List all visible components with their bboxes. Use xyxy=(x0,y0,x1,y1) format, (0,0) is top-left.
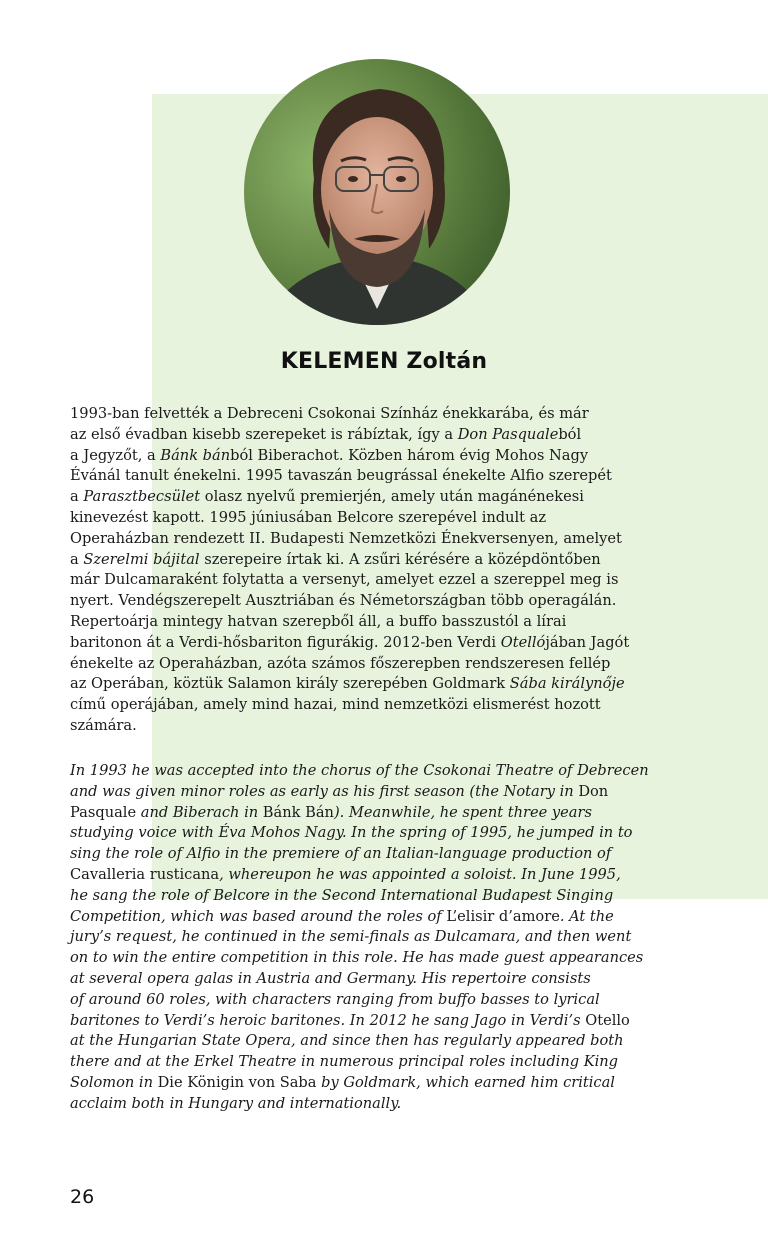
text-run: a xyxy=(70,550,84,568)
text-run: sing the role of Alfio in the premiere of an Italian-language production of xyxy=(70,845,612,863)
text-line xyxy=(70,570,670,591)
text-run: and Biberach in xyxy=(136,803,263,821)
text-line xyxy=(70,591,670,612)
text-line xyxy=(70,674,670,695)
text-run: című operájában, amely mind hazai, mind nemzetközi elismerést hozott xyxy=(70,696,601,714)
text-run: a xyxy=(70,488,84,506)
text-run: az Operában, köztük Salamon király szerepében Goldmark xyxy=(70,675,510,693)
text-run: jában Jagót xyxy=(545,633,630,651)
text-run: énekelte az Operaházban, azóta számos főszerepben rendszeresen fellép xyxy=(70,654,611,672)
portrait-photo xyxy=(244,59,510,325)
italic-title: Parasztbecsület xyxy=(83,488,201,506)
text-run: , whereupon he was appointed a soloist. In June 1995, xyxy=(219,865,621,883)
text-run: már Dulcamaraként folytatta a versenyt, amelyet ezzel a szereppel meg is xyxy=(70,571,619,589)
text-line xyxy=(70,1073,670,1094)
text-line xyxy=(70,990,670,1011)
text-line xyxy=(70,425,670,446)
text-run: baritones to Verdi’s heroic baritones. In 2012 he sang Jago in Verdi’s xyxy=(70,1011,586,1029)
text-line xyxy=(70,1031,670,1052)
text-run: In 1993 he was accepted into the chorus of the Csokonai Theatre of Debrecen xyxy=(70,762,649,779)
text-line xyxy=(70,803,670,824)
italic-title: Szerelmi bájital xyxy=(83,550,200,568)
text-line xyxy=(70,886,670,907)
text-line xyxy=(70,466,670,487)
text-line xyxy=(70,823,670,844)
upright-title: Die Königin von Saba xyxy=(157,1073,317,1091)
biography-english xyxy=(70,761,670,1115)
text-run: olasz nyelvű premierjén, amely után magánénekesi xyxy=(200,488,584,506)
text-run: a Jegyzőt, a xyxy=(70,446,161,464)
text-line xyxy=(70,1094,670,1115)
text-line xyxy=(70,404,670,425)
text-run: az első évadban kisebb szerepeket is rábíztak, így a xyxy=(70,425,458,443)
text-run: and was given minor roles as early as his first season (the Notary in xyxy=(70,782,579,800)
text-line xyxy=(70,550,670,571)
text-run: 1993-ban felvették a Debreceni Csokonai Színház énekkarába, és már xyxy=(70,405,589,422)
upright-title: Otello xyxy=(585,1011,630,1029)
italic-title: Otelló xyxy=(500,633,546,651)
text-run: kinevezést kapott. 1995 júniusában Belcore szerepével indult az xyxy=(70,508,547,526)
text-run: Évánál tanult énekelni. 1995 tavaszán beugrással énekelte Alfio szerepét xyxy=(70,467,612,485)
text-line xyxy=(70,695,670,716)
text-line xyxy=(70,761,670,782)
text-run: Competition, which was based around the roles of xyxy=(70,907,447,925)
text-run: számára. xyxy=(70,716,137,734)
upright-title: Don xyxy=(578,782,609,800)
italic-title: Don Pasquale xyxy=(457,425,559,443)
text-run: ból xyxy=(558,425,582,443)
upright-title: L’elisir d’amore xyxy=(446,907,560,925)
text-line xyxy=(70,612,670,633)
text-line xyxy=(70,907,670,928)
text-line xyxy=(70,446,670,467)
text-run: Solomon in xyxy=(70,1073,158,1091)
text-run: ból Biberachot. Közben három évig Mohos Nagy xyxy=(230,446,589,464)
biography-hungarian xyxy=(70,404,670,737)
text-line xyxy=(70,782,670,803)
text-run: studying voice with Éva Mohos Nagy. In the spring of 1995, he jumped in to xyxy=(70,824,633,842)
upright-title: Cavalleria rusticana xyxy=(70,865,220,883)
text-line xyxy=(70,1011,670,1032)
text-line xyxy=(70,716,670,737)
text-line xyxy=(70,529,670,550)
text-run: there and at the Erkel Theatre in numerous principal roles including King xyxy=(70,1053,619,1071)
text-run: of around 60 roles, with characters ranging from buffo basses to lyrical xyxy=(70,990,600,1008)
text-run: baritonon át a Verdi-hősbariton figurákig. 2012-ben Verdi xyxy=(70,633,501,651)
text-run: by Goldmark, which earned him critical xyxy=(316,1073,615,1091)
italic-title: Bánk bán xyxy=(160,446,231,464)
text-run: Operaházban rendezett II. Budapesti Nemzetközi Énekversenyen, amelyet xyxy=(70,529,622,547)
text-run: at the Hungarian State Opera, and since then has regularly appeared both xyxy=(70,1032,624,1050)
text-line xyxy=(70,487,670,508)
text-run: on to win the entire competition in this role. He has made guest appearances xyxy=(70,949,644,967)
text-run: at several opera galas in Austria and Germany. His repertoire consists xyxy=(70,969,591,987)
text-run: acclaim both in Hungary and internationally. xyxy=(70,1094,402,1112)
text-run: ). Meanwhile, he spent three years xyxy=(333,803,592,821)
text-run: nyert. Vendégszerepelt Ausztriában és Németországban több operagálán. xyxy=(70,592,617,610)
text-run: . At the xyxy=(559,907,614,925)
text-run: jury’s request, he continued in the semi-finals as Dulcamara, and then went xyxy=(70,928,632,946)
text-line xyxy=(70,927,670,948)
text-line xyxy=(70,1052,670,1073)
text-line xyxy=(70,844,670,865)
text-line xyxy=(70,508,670,529)
person-name: KELEMEN Zoltán xyxy=(280,349,488,374)
text-line xyxy=(70,654,670,675)
upright-title: Pasquale xyxy=(70,803,137,821)
text-run: szerepeire írtak ki. A zsűri kérésére a középdöntőben xyxy=(199,550,601,568)
text-run: he sang the role of Belcore in the Second International Budapest Singing xyxy=(70,886,614,904)
text-line xyxy=(70,633,670,654)
text-run: Repertoárja mintegy hatvan szerepből áll, a buffo basszustól a lírai xyxy=(70,612,567,630)
text-line xyxy=(70,948,670,969)
italic-title: Sába királynője xyxy=(509,675,625,693)
text-line xyxy=(70,865,670,886)
text-line xyxy=(70,969,670,990)
upright-title: Bánk Bán xyxy=(262,803,334,821)
page-number: 26 xyxy=(70,1186,95,1208)
